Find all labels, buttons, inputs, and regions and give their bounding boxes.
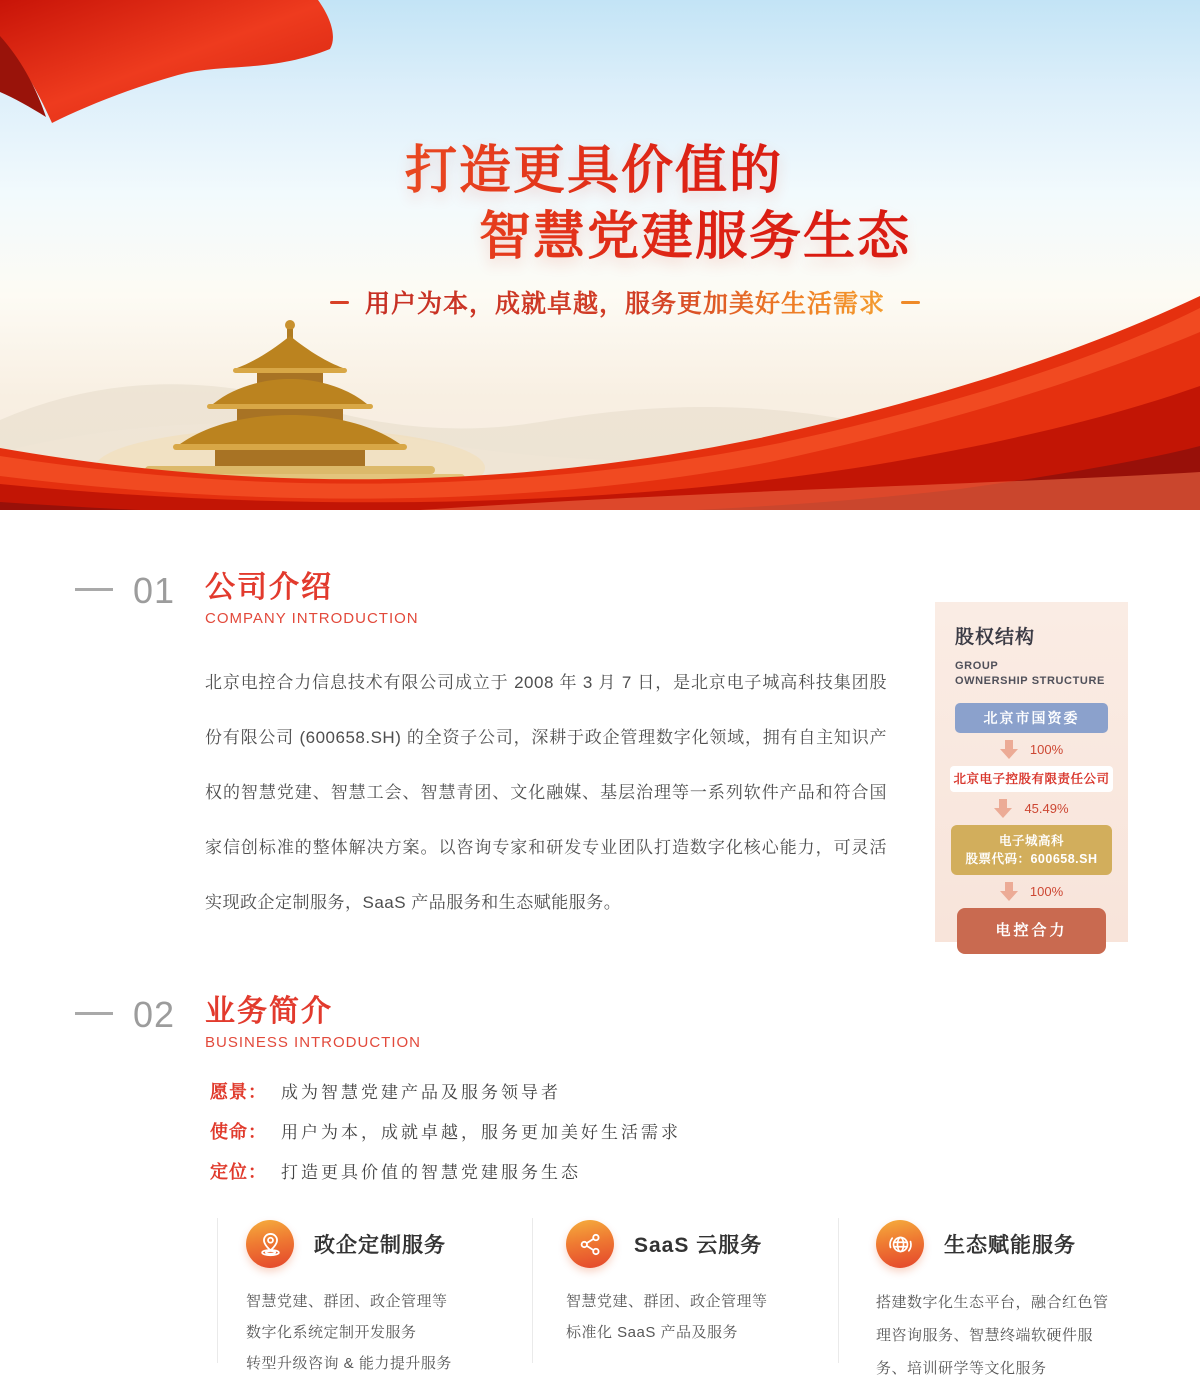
section-01-dash (75, 588, 113, 591)
ownership-arrow-row-2 (949, 792, 1114, 825)
service-description (566, 1286, 838, 1348)
down-arrow-icon (1000, 882, 1018, 901)
service-title: 政企定制服务 (314, 1234, 446, 1257)
ownership-node-dk-heli: 电控合力 (957, 908, 1106, 954)
mission-text: 用户为本，成就卓越，服务更加美好生活需求 (281, 1123, 681, 1142)
banner-title (405, 138, 911, 270)
hero-banner (0, 0, 1200, 510)
ownership-title: 股权结构 (955, 627, 1036, 648)
ownership-node-electech (951, 825, 1112, 875)
positioning-label: 定位： (210, 1162, 267, 1182)
service-column-saas (532, 1218, 838, 1363)
ownership-node-electech-name: 电子城高科 (998, 834, 1064, 848)
banner-title-line2: 智慧党建服务生态 (479, 208, 912, 266)
section-02-dash (75, 1012, 113, 1015)
service-head (876, 1220, 1143, 1268)
section-01-subtitle: COMPANY INTRODUCTION (205, 610, 419, 627)
ownership-arrow-row-3 (949, 875, 1114, 908)
ownership-node-beijing-electronics: 北京电子控股有限责任公司 (950, 766, 1113, 792)
mission-label: 使命： (210, 1122, 267, 1142)
service-line: 数字化系统定制开发服务 (246, 1324, 417, 1341)
ownership-pct-2: 45.49% (1024, 801, 1069, 816)
ownership-subtitle-line1: GROUP (955, 660, 999, 672)
service-line: 搭建数字化生态平台，融合红色管理咨询服务、智慧终端软硬件服务、培训研学等文化服务 (876, 1294, 1109, 1377)
service-title: SaaS 云服务 (634, 1234, 763, 1257)
red-flag-graphic (0, 0, 370, 132)
service-column-custom (217, 1218, 532, 1372)
service-title: 生态赋能服务 (944, 1234, 1076, 1257)
share-icon (566, 1220, 614, 1268)
subtitle-left-dash (330, 301, 349, 304)
ownership-subtitle-line2: OWNERSHIP STRUCTURE (955, 675, 1105, 687)
subtitle-right-dash (901, 301, 920, 304)
service-column-ecosystem (838, 1218, 1143, 1377)
vision-row (210, 1078, 561, 1104)
service-description (246, 1286, 532, 1379)
service-line: 智慧党建、群团、政企管理等 (246, 1293, 448, 1310)
service-description (876, 1286, 1143, 1385)
ownership-node-sasac: 北京市国资委 (955, 703, 1108, 733)
positioning-row (210, 1158, 581, 1184)
service-line: 标准化 SaaS 产品及服务 (566, 1324, 739, 1341)
ownership-arrow-row-1 (949, 733, 1114, 766)
positioning-text: 打造更具价值的智慧党建服务生态 (281, 1163, 581, 1182)
globe-icon (876, 1220, 924, 1268)
mission-row (210, 1118, 681, 1144)
banner-subtitle-row (330, 284, 920, 320)
section-02-subtitle: BUSINESS INTRODUCTION (205, 1034, 422, 1051)
service-line: 智慧党建、群团、政企管理等 (566, 1293, 768, 1310)
banner-subtitle: 用户为本，成就卓越，服务更加美好生活需求 (365, 284, 885, 320)
service-line: 转型升级咨询 & 能力提升服务 (246, 1355, 452, 1372)
ownership-pct-3: 100% (1029, 884, 1064, 899)
ownership-pct-1: 100% (1029, 742, 1064, 757)
down-arrow-icon (1000, 740, 1018, 759)
service-head (246, 1220, 532, 1268)
banner-title-line1: 打造更具价值的 (405, 142, 784, 200)
location-pin-icon (246, 1220, 294, 1268)
vision-text: 成为智慧党建产品及服务领导者 (281, 1083, 561, 1102)
service-head (566, 1220, 838, 1268)
section-02-number: 02 (133, 994, 176, 1035)
section-01-number: 01 (133, 570, 176, 611)
section-02-title: 业务简介 (205, 995, 333, 1028)
ownership-structure-panel (935, 602, 1128, 942)
ownership-node-electech-ticker: 股票代码：600658.SH (965, 852, 1098, 866)
company-paragraph: 北京电控合力信息技术有限公司成立于 2008 年 3 月 7 日，是北京电子城高科技集团股份有限公司 (600658.SH) 的全资子公司，深耕于政企管理数字化领域，拥有自主知识产权的智慧党建、智慧工会、智慧青团、文化融媒、基层治理等一系列软件产品和符合国家信创标准的整体解决方案。以咨询专家和研发专业团队打造数字化核心能力，可灵活实现政企定制服务，SaaS 产品服务和生态赋能服务。 (205, 673, 887, 912)
down-arrow-icon (994, 799, 1012, 818)
vision-label: 愿景： (210, 1082, 267, 1102)
ownership-subtitle-en (949, 659, 1114, 689)
section-01-title: 公司介绍 (205, 571, 333, 604)
